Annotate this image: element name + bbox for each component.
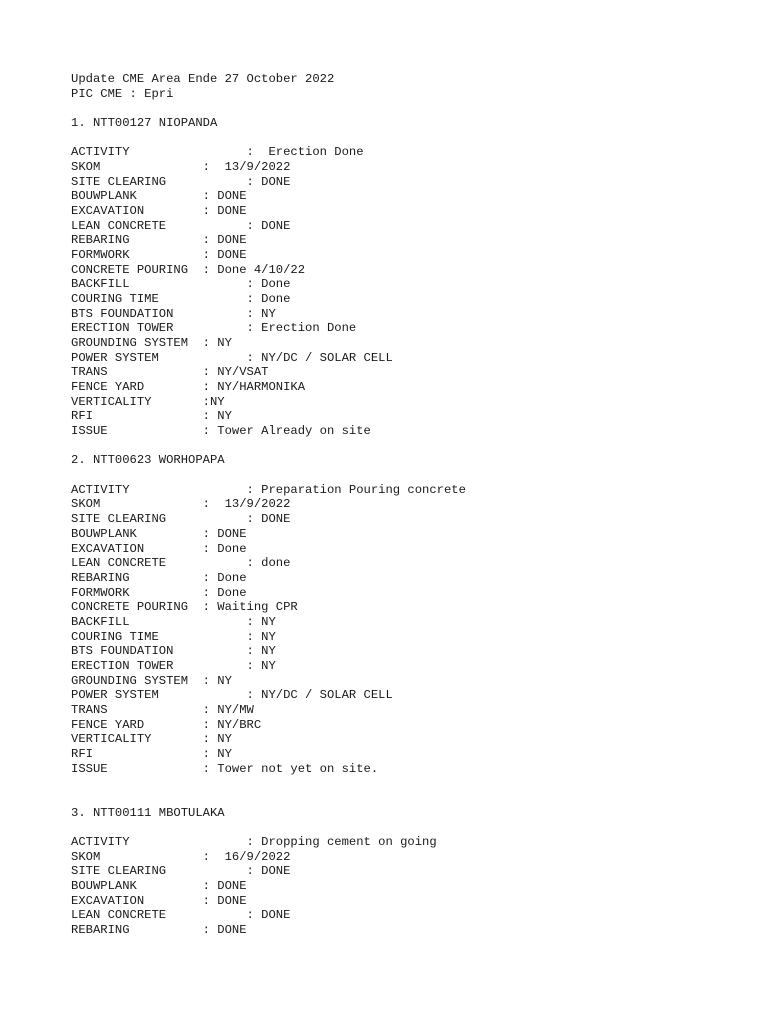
field-row: BACKFILL : NY [71,614,276,629]
field-row: BOUWPLANK : DONE [71,189,247,204]
field-row: GROUNDING SYSTEM : NY [71,336,232,351]
field-row: SKOM : 13/9/2022 [71,497,291,512]
field-row: SITE CLEARING : DONE [71,174,291,189]
field-row: COURING TIME : NY [71,629,276,644]
field-row: ISSUE : Tower not yet on site. [71,761,379,776]
field-row: GROUNDING SYSTEM : NY [71,673,232,688]
field-row: SKOM : 13/9/2022 [71,160,291,175]
site-heading: 2. NTT00623 WORHOPAPA [71,453,225,468]
blank-line [71,791,751,806]
blank-line [71,820,751,835]
field-row: EXCAVATION : DONE [71,204,247,219]
document-title: Update CME Area Ende 27 October 2022 [71,72,335,86]
field-row: SITE CLEARING : DONE [71,512,291,527]
field-row: CONCRETE POURING : Waiting CPR [71,600,298,615]
field-row: BOUWPLANK : DONE [71,878,247,893]
field-row: ACTIVITY : Preparation Pouring concrete [71,482,466,497]
field-row: ACTIVITY : Dropping cement on going [71,834,437,849]
site-heading: 3. NTT00111 MBOTULAKA [71,805,225,820]
field-row: TRANS : NY/MW [71,702,254,717]
field-row: SKOM : 16/9/2022 [71,849,291,864]
field-row: RFI : NY [71,746,232,761]
site-heading: 1. NTT00127 NIOPANDA [71,116,218,131]
field-row: LEAN CONCRETE : DONE [71,218,291,233]
blank-line [71,776,751,791]
field-row: FENCE YARD : NY/BRC [71,717,262,732]
field-row: ERECTION TOWER : NY [71,658,276,673]
field-row: RFI : NY [71,409,232,424]
blank-line [71,101,751,116]
field-row: VERTICALITY : NY [71,732,232,747]
blank-line [71,131,751,146]
field-row: LEAN CONCRETE : done [71,556,291,571]
field-row: VERTICALITY :NY [71,394,225,409]
field-row: CONCRETE POURING : Done 4/10/22 [71,262,306,277]
blank-line [71,439,751,454]
blank-line [71,468,751,483]
field-row: ACTIVITY : Erection Done [71,145,364,160]
field-row: FORMWORK : Done [71,585,247,600]
field-row: TRANS : NY/VSAT [71,365,269,380]
field-row: REBARING : Done [71,570,247,585]
pic-line: PIC CME : Epri [71,86,174,101]
field-row: BACKFILL : Done [71,277,291,292]
field-row: BTS FOUNDATION : NY [71,306,276,321]
field-row: FORMWORK : DONE [71,248,247,263]
field-row: BOUWPLANK : DONE [71,526,247,541]
field-row: REBARING : DONE [71,922,247,937]
field-row: COURING TIME : Done [71,292,291,307]
document-body [71,72,751,938]
field-row: SITE CLEARING : DONE [71,864,291,879]
field-row: EXCAVATION : DONE [71,893,247,908]
field-row: POWER SYSTEM : NY/DC / SOLAR CELL [71,350,393,365]
field-row: ISSUE : Tower Already on site [71,424,371,439]
field-row: REBARING : DONE [71,233,247,248]
field-row: FENCE YARD : NY/HARMONIKA [71,380,306,395]
field-row: ERECTION TOWER : Erection Done [71,321,357,336]
field-row: EXCAVATION : Done [71,541,247,556]
field-row: LEAN CONCRETE : DONE [71,908,291,923]
field-row: BTS FOUNDATION : NY [71,644,276,659]
field-row: POWER SYSTEM : NY/DC / SOLAR CELL [71,688,393,703]
